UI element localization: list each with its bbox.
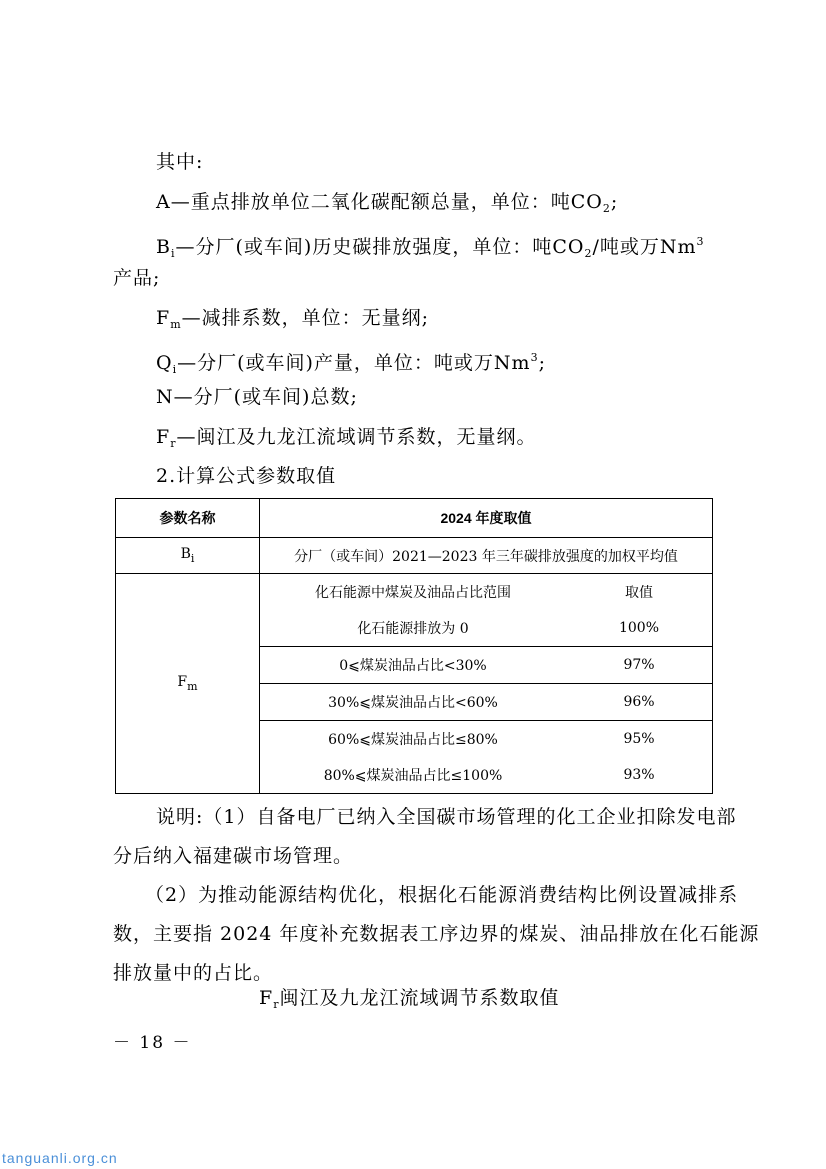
- definition-b-continuation: 产品;: [113, 267, 161, 289]
- range-cell: 0⩽煤炭油品占比<30%: [260, 647, 567, 684]
- definition-text: —减排系数，单位：无量纲;: [181, 307, 430, 329]
- definition-a: [156, 190, 618, 221]
- param-name-bi: [116, 538, 260, 574]
- value-cell: 93%: [566, 757, 713, 794]
- range-cell: 60%⩽煤炭油品占比≤80%: [260, 721, 567, 758]
- symbol: F: [156, 426, 171, 448]
- definition-text: —闽江及九龙江流域调节系数，无量纲。: [176, 426, 537, 448]
- param-name-fm: [116, 574, 260, 794]
- symbol: B: [156, 236, 171, 258]
- definition-fr: [156, 425, 536, 456]
- subscript: i: [172, 363, 178, 376]
- range-cell: 80%⩽煤炭油品占比≤100%: [260, 757, 567, 794]
- symbol: B: [180, 546, 191, 562]
- definition-text: —分厂(或车间)历史碳排放强度，单位：吨CO: [175, 236, 585, 258]
- note-2-line-2: 数，主要指 2024 年度补充数据表工序边界的煤炭、油品排放在化石能源: [113, 923, 760, 945]
- section-title: 2.计算公式参数取值: [156, 465, 337, 487]
- subheader-range: 化石能源中煤炭及油品占比范围: [315, 585, 511, 601]
- range-cell: 化石能源排放为 0: [357, 621, 469, 637]
- symbol: F: [259, 987, 274, 1009]
- range-cell: 30%⩽煤炭油品占比<60%: [260, 684, 567, 721]
- definition-text: —重点排放单位二氧化碳配额总量，单位：吨CO: [170, 191, 603, 213]
- punctuation: ;: [538, 352, 546, 374]
- subscript: m: [187, 680, 198, 693]
- table-header-row: [116, 499, 713, 538]
- superscript: 3: [696, 235, 705, 248]
- note-2-line-3: 排放量中的占比。: [113, 962, 274, 984]
- subscript: 2: [602, 202, 611, 215]
- value-cell: 100%: [566, 610, 713, 647]
- parameter-table: [115, 498, 713, 794]
- table-row-fm-subheader: [116, 574, 713, 611]
- definition-text: —分厂(或车间)产量，单位：吨或万Nm: [177, 352, 531, 374]
- subscript: r: [273, 998, 280, 1011]
- subscript: i: [190, 552, 195, 565]
- fr-table-title: [259, 986, 559, 1017]
- table-row-bi: [116, 538, 713, 574]
- symbol: F: [177, 674, 188, 690]
- note-2-line-1: （2）为推动能源结构优化，根据化石能源消费结构比例设置减排系: [145, 884, 739, 906]
- intro-text: 其中:: [156, 151, 204, 173]
- param-value-bi: 分厂（或车间）2021—2023 年三年碳排放强度的加权平均值: [260, 538, 713, 574]
- punctuation: ;: [610, 191, 619, 213]
- symbol: Q: [156, 352, 173, 374]
- definition-text: /吨或万Nm: [592, 236, 697, 258]
- subscript: m: [170, 318, 182, 331]
- definition-n: N—分厂(或车间)总数;: [156, 386, 358, 408]
- value-cell: 96%: [566, 684, 713, 721]
- page-number: － 18 －: [113, 1033, 192, 1053]
- subscript: i: [170, 247, 176, 260]
- watermark: tanguanli.org.cn: [2, 1150, 118, 1166]
- note-1-line-1: 说明:（1）自备电厂已纳入全国碳市场管理的化工企业扣除发电部: [156, 806, 737, 828]
- value-cell: 95%: [566, 721, 713, 758]
- header-param-name: 参数名称: [116, 499, 260, 538]
- header-value: 2024 年度取值: [260, 499, 713, 538]
- subscript: r: [170, 437, 177, 450]
- subscript: 2: [584, 247, 593, 260]
- superscript: 3: [530, 351, 539, 364]
- symbol: F: [156, 307, 171, 329]
- subheader-value: 取值: [566, 574, 713, 611]
- definition-q: [156, 346, 546, 382]
- symbol: A: [156, 191, 171, 213]
- definition-b: [156, 230, 705, 266]
- definition-fm: [156, 306, 429, 337]
- value-cell: 97%: [566, 647, 713, 684]
- note-1-line-2: 分后纳入福建碳市场管理。: [113, 845, 354, 867]
- title-text: 闽江及九龙江流域调节系数取值: [279, 987, 560, 1009]
